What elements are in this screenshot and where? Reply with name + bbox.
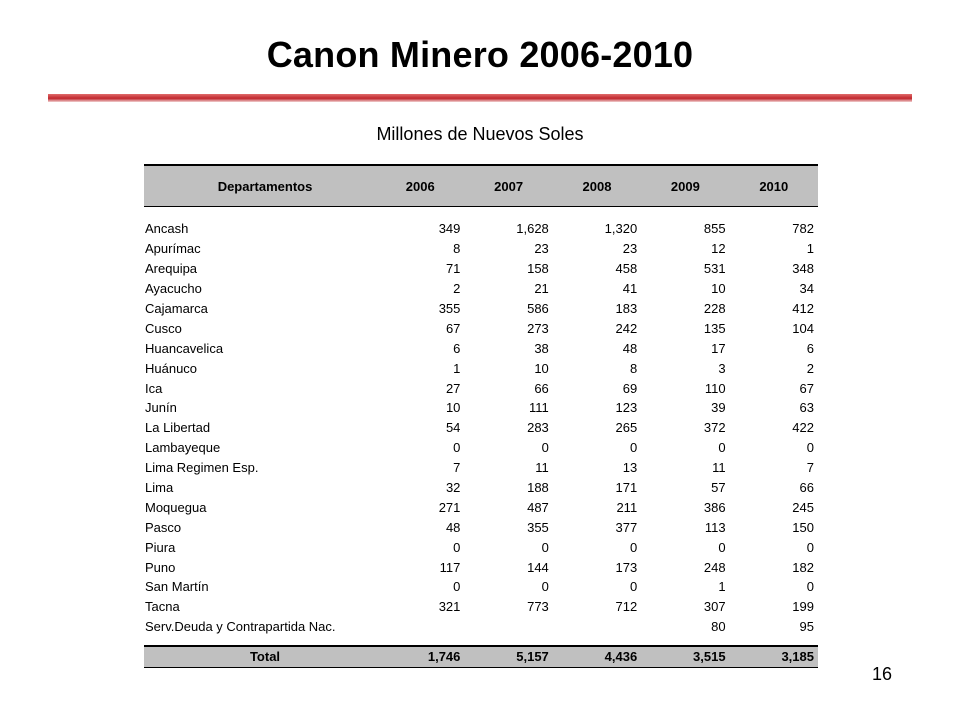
cell-value-2010: 245 (792, 499, 814, 515)
table-row (144, 438, 818, 458)
table-row (144, 378, 818, 398)
total-2010: 3,185 (730, 646, 818, 668)
cell-value-2007: 355 (527, 519, 549, 535)
table-row (144, 358, 818, 378)
cell-value-2006: 48 (445, 519, 461, 535)
cell-value-2008: 173 (615, 559, 638, 575)
cell-value-2007: 273 (527, 320, 549, 336)
cell-value-2010: 150 (792, 519, 814, 535)
cell-value-2010: 6 (806, 340, 814, 356)
total-2008: 4,436 (553, 646, 641, 668)
cell-departamento: Apurímac (145, 241, 201, 257)
cell-value-2008: 69 (622, 380, 638, 396)
cell-departamento: Lima Regimen Esp. (145, 460, 259, 476)
cell-value-2010: 34 (799, 281, 814, 297)
cell-value-2007: 66 (534, 380, 549, 396)
cell-value-2008: 123 (615, 400, 638, 416)
table-row (144, 617, 818, 637)
cell-value-2009: 855 (703, 221, 726, 237)
cell-departamento: Puno (145, 559, 176, 575)
cell-value-2006: 71 (445, 261, 461, 277)
cell-departamento: San Martín (145, 579, 209, 595)
cell-value-2006: 27 (445, 380, 461, 396)
table-row (144, 279, 818, 299)
cell-value-2009: 228 (703, 301, 726, 316)
cell-value-2006: 355 (438, 301, 461, 316)
table-row (144, 398, 818, 418)
cell-value-2007: 283 (527, 420, 549, 436)
slide-title: Canon Minero 2006-2010 (266, 34, 694, 75)
header-2007: 2007 (464, 165, 552, 207)
cell-departamento: Huancavelica (145, 340, 224, 356)
table-row (144, 557, 818, 577)
cell-value-2010: 66 (799, 480, 814, 496)
cell-value-2006: 349 (438, 221, 461, 237)
cell-value-2006: 10 (445, 400, 461, 416)
slide-subtitle: Millones de Nuevos Soles (376, 124, 584, 144)
cell-value-2008: 0 (629, 440, 638, 456)
table-gap (144, 637, 818, 646)
cell-value-2008 (553, 617, 641, 637)
cell-value-2010: 2 (806, 360, 814, 376)
table-row (144, 239, 818, 259)
cell-value-2009: 3 (718, 360, 726, 376)
cell-value-2008: 1,320 (604, 221, 638, 237)
cell-departamento: Piura (145, 539, 176, 555)
cell-departamento: Moquegua (145, 499, 207, 515)
total-2006: 1,746 (376, 646, 464, 668)
cell-departamento: Ancash (145, 221, 189, 237)
cell-value-2007: 10 (534, 360, 549, 376)
cell-value-2009: 0 (718, 539, 726, 555)
cell-departamento: Arequipa (145, 261, 198, 277)
cell-value-2006: 0 (453, 440, 461, 456)
cell-value-2007: 773 (527, 599, 549, 615)
table-body (144, 207, 818, 637)
table-row (144, 338, 818, 358)
cell-value-2010: 95 (799, 619, 814, 635)
cell-value-2007: 21 (534, 281, 549, 297)
cell-value-2010: 1 (806, 241, 814, 257)
cell-value-2010: 412 (792, 301, 814, 316)
cell-value-2006: 0 (453, 579, 461, 595)
cell-value-2008: 265 (615, 420, 638, 436)
cell-value-2006: 8 (453, 241, 461, 257)
cell-value-2006: 67 (445, 320, 461, 336)
cell-value-2010: 104 (792, 320, 814, 336)
cell-value-2009: 0 (718, 440, 726, 456)
cell-value-2006: 7 (453, 460, 461, 476)
cell-value-2009: 10 (711, 281, 726, 297)
total-row (144, 646, 818, 668)
cell-value-2007: 11 (535, 460, 549, 476)
cell-value-2009: 372 (703, 420, 726, 436)
cell-value-2006 (376, 617, 464, 637)
cell-departamento: Cusco (145, 320, 182, 336)
table-row (144, 577, 818, 597)
table-row (144, 259, 818, 279)
cell-value-2007: 38 (534, 340, 549, 356)
cell-value-2006: 0 (453, 539, 461, 555)
table-row (144, 478, 818, 498)
cell-value-2008: 242 (615, 320, 638, 336)
cell-value-2007: 1,628 (516, 221, 549, 237)
cell-value-2008: 48 (622, 340, 638, 356)
title-divider (48, 94, 912, 102)
cell-value-2010: 199 (792, 599, 814, 615)
cell-value-2007 (464, 617, 552, 637)
cell-value-2009: 113 (704, 519, 726, 535)
cell-value-2009: 307 (703, 599, 726, 615)
cell-value-2009: 11 (712, 460, 726, 476)
table-header-row (144, 165, 818, 207)
cell-departamento: Pasco (145, 519, 182, 535)
cell-value-2009: 135 (703, 320, 726, 336)
cell-value-2009: 1 (718, 579, 726, 595)
header-2008: 2008 (553, 165, 641, 207)
table-row (144, 219, 818, 239)
header-departamentos: Departamentos (144, 165, 376, 207)
cell-value-2009: 248 (703, 559, 726, 575)
cell-value-2007: 487 (527, 499, 549, 515)
cell-value-2006: 6 (453, 340, 461, 356)
table-row (144, 537, 818, 557)
cell-value-2008: 458 (615, 261, 638, 277)
cell-value-2006: 2 (453, 281, 461, 297)
canon-minero-table (144, 164, 818, 668)
table-spacer (144, 207, 818, 220)
table-row (144, 517, 818, 537)
table-row (144, 497, 818, 517)
cell-value-2010: 7 (806, 460, 814, 476)
cell-value-2007: 144 (527, 559, 549, 575)
cell-departamento: Cajamarca (145, 301, 208, 316)
cell-departamento: Ica (145, 380, 163, 396)
total-2009: 3,515 (641, 646, 729, 668)
total-2007: 5,157 (464, 646, 552, 668)
cell-value-2007: 188 (527, 480, 549, 496)
cell-value-2007: 158 (527, 261, 549, 277)
cell-value-2008: 23 (622, 241, 638, 257)
cell-departamento: Lima (145, 480, 174, 496)
cell-value-2008: 211 (616, 499, 638, 515)
cell-value-2006: 271 (438, 499, 461, 515)
cell-value-2009: 80 (711, 619, 726, 635)
table-row (144, 458, 818, 478)
cell-value-2008: 712 (615, 599, 638, 615)
cell-value-2006: 32 (445, 480, 461, 496)
cell-value-2010: 348 (792, 261, 814, 277)
cell-value-2010: 422 (792, 420, 814, 436)
total-label: Total (144, 646, 376, 668)
header-2006: 2006 (376, 165, 464, 207)
cell-departamento: Huánuco (145, 360, 198, 376)
cell-value-2009: 110 (704, 380, 726, 396)
cell-value-2007: 23 (534, 241, 549, 257)
cell-departamento: Tacna (145, 599, 180, 615)
cell-value-2007: 111 (529, 400, 549, 416)
cell-value-2009: 17 (711, 340, 726, 356)
cell-value-2007: 586 (527, 301, 549, 316)
cell-value-2009: 386 (703, 499, 726, 515)
cell-value-2009: 39 (711, 400, 726, 416)
cell-departamento: La Libertad (145, 420, 211, 436)
cell-value-2007: 0 (541, 440, 549, 456)
cell-value-2006: 54 (445, 420, 461, 436)
cell-value-2010: 0 (806, 440, 814, 456)
cell-value-2010: 0 (806, 579, 814, 595)
cell-value-2008: 0 (629, 579, 638, 595)
cell-value-2009: 57 (711, 480, 726, 496)
cell-value-2010: 67 (799, 380, 814, 396)
cell-value-2007: 0 (541, 579, 549, 595)
cell-value-2009: 12 (711, 241, 726, 257)
cell-value-2008: 13 (622, 460, 638, 476)
table-row (144, 318, 818, 338)
cell-value-2007: 0 (541, 539, 549, 555)
page-number: 16 (872, 664, 893, 684)
cell-value-2006: 117 (439, 559, 461, 575)
cell-value-2010: 63 (799, 400, 814, 416)
cell-value-2008: 171 (615, 480, 638, 496)
cell-value-2008: 183 (615, 301, 638, 316)
cell-value-2010: 182 (792, 559, 814, 575)
header-2009: 2009 (641, 165, 729, 207)
table-row (144, 597, 818, 617)
cell-value-2010: 782 (792, 221, 814, 237)
table-row (144, 299, 818, 319)
cell-value-2006: 321 (438, 599, 461, 615)
cell-departamento: Junín (145, 400, 177, 416)
cell-value-2009: 531 (703, 261, 726, 277)
header-2010: 2010 (730, 165, 818, 207)
cell-departamento: Serv.Deuda y Contrapartida Nac. (145, 619, 336, 635)
cell-departamento: Ayacucho (145, 281, 202, 297)
table-row (144, 418, 818, 438)
cell-value-2008: 0 (629, 539, 638, 555)
cell-value-2008: 377 (615, 519, 638, 535)
cell-value-2010: 0 (806, 539, 814, 555)
cell-value-2008: 41 (622, 281, 638, 297)
cell-departamento: Lambayeque (145, 440, 221, 456)
cell-value-2008: 8 (629, 360, 638, 376)
cell-value-2006: 1 (453, 360, 461, 376)
